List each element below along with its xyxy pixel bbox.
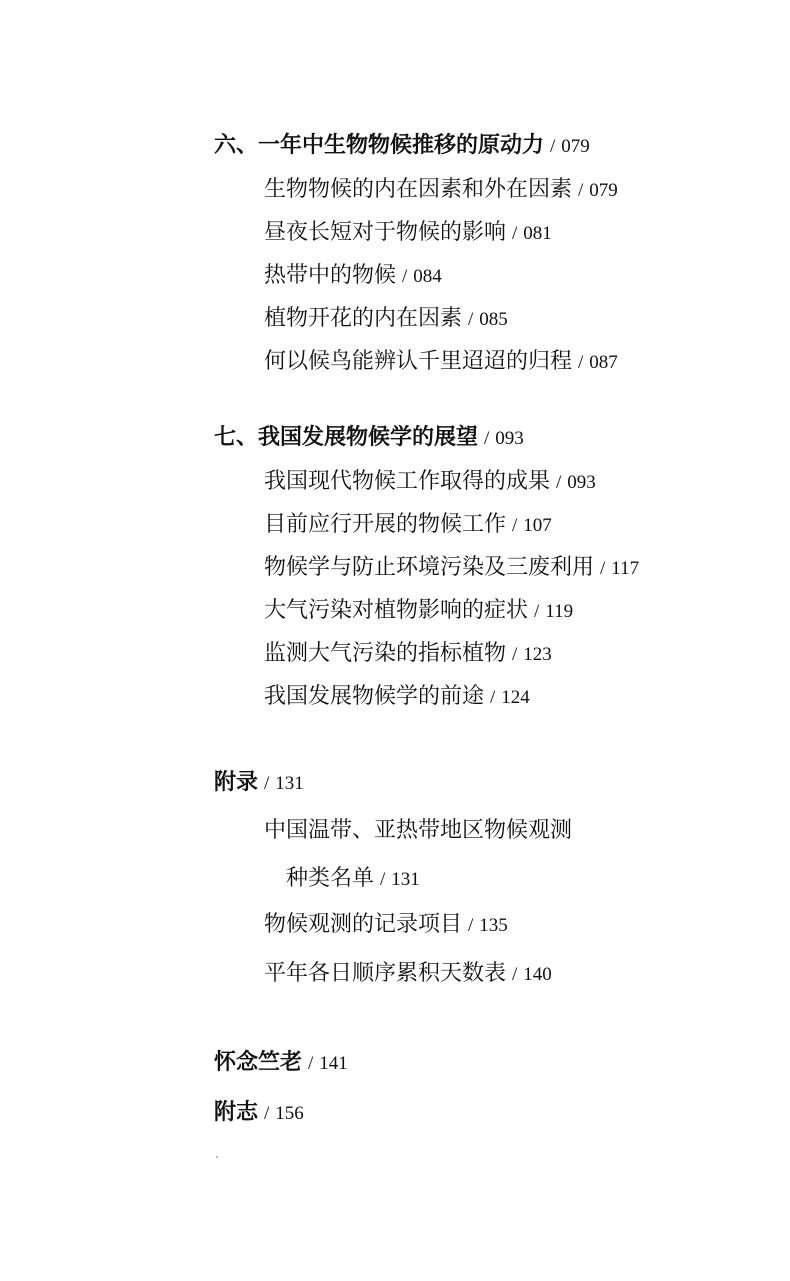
page-number: 093 — [567, 472, 596, 493]
section-title: 附录 — [214, 770, 259, 795]
page-number: 081 — [523, 223, 552, 244]
separator: / — [512, 223, 518, 244]
page-number: 079 — [561, 136, 590, 157]
section-title: 六、一年中生物物候推移的原动力 — [214, 133, 545, 158]
entry-title: 植物开花的内在因素 — [264, 306, 463, 331]
toc-entry[interactable] — [264, 639, 552, 670]
toc-entry[interactable] — [264, 347, 618, 378]
separator: / — [512, 515, 518, 536]
section-title: 附志 — [214, 1100, 259, 1125]
separator: / — [402, 266, 408, 287]
entry-title: 昼夜长短对于物候的影响 — [264, 220, 507, 245]
entry-title: 物候观测的记录项目 — [264, 912, 463, 937]
toc-section-heading[interactable] — [214, 1098, 304, 1129]
separator: / — [512, 964, 518, 985]
entry-title-continuation: 种类名单 — [286, 866, 375, 891]
entry-title: 我国现代物候工作取得的成果 — [264, 469, 551, 494]
toc-entry[interactable] — [264, 261, 442, 292]
toc-entry[interactable] — [264, 218, 552, 249]
page-number: 131 — [391, 869, 420, 890]
separator: / — [380, 869, 386, 890]
separator: / — [556, 472, 562, 493]
page-number: 140 — [523, 964, 552, 985]
separator: / — [484, 428, 490, 449]
toc-entry[interactable] — [264, 510, 552, 541]
entry-title: 热带中的物候 — [264, 263, 397, 288]
page-number: 141 — [319, 1053, 348, 1074]
toc-entry[interactable] — [264, 304, 508, 335]
toc-section-heading[interactable] — [214, 768, 304, 799]
page-number: 087 — [589, 352, 618, 373]
page-number: 084 — [413, 266, 442, 287]
entry-title: 物候学与防止环境污染及三废利用 — [264, 555, 595, 580]
scan-speck — [216, 1156, 218, 1158]
separator: / — [468, 309, 474, 330]
toc-entry[interactable] — [264, 596, 573, 627]
toc-section-heading[interactable] — [214, 131, 590, 162]
page-number: 107 — [523, 515, 552, 536]
entry-title: 目前应行开展的物候工作 — [264, 512, 507, 537]
entry-title: 监测大气污染的指标植物 — [264, 641, 507, 666]
separator: / — [534, 601, 540, 622]
separator: / — [578, 180, 584, 201]
entry-title: 平年各日顺序累积天数表 — [264, 961, 507, 986]
toc-entry-continuation[interactable] — [286, 864, 420, 895]
toc-entry[interactable] — [264, 467, 596, 498]
page-number: 085 — [479, 309, 508, 330]
entry-title: 生物物候的内在因素和外在因素 — [264, 177, 573, 202]
page-number: 117 — [611, 558, 640, 579]
separator: / — [578, 352, 584, 373]
toc-entry[interactable] — [264, 959, 552, 990]
page-number: 156 — [275, 1103, 304, 1124]
page-number: 119 — [545, 601, 574, 622]
page-number: 123 — [523, 644, 552, 665]
page-number: 079 — [589, 180, 618, 201]
toc-section-heading[interactable] — [214, 423, 524, 454]
separator: / — [264, 773, 270, 794]
toc-section-heading[interactable] — [214, 1048, 348, 1079]
entry-title: 中国温带、亚热带地区物候观测 — [264, 818, 573, 843]
separator: / — [264, 1103, 270, 1124]
page-number: 131 — [275, 773, 304, 794]
separator: / — [600, 558, 606, 579]
separator: / — [512, 644, 518, 665]
section-title: 怀念竺老 — [214, 1050, 303, 1075]
entry-title: 何以候鸟能辨认千里迢迢的归程 — [264, 349, 573, 374]
separator: / — [490, 687, 496, 708]
page-number: 093 — [495, 428, 524, 449]
page-number: 135 — [479, 915, 508, 936]
toc-entry[interactable] — [264, 682, 530, 713]
entry-title: 大气污染对植物影响的症状 — [264, 598, 529, 623]
toc-entry[interactable] — [264, 910, 508, 941]
page-number: 124 — [501, 687, 530, 708]
toc-entry[interactable] — [264, 816, 572, 846]
entry-title: 我国发展物候学的前途 — [264, 684, 485, 709]
separator: / — [550, 136, 556, 157]
toc-entry[interactable] — [264, 175, 618, 206]
section-title: 七、我国发展物候学的展望 — [214, 425, 479, 450]
toc-entry[interactable] — [264, 553, 639, 584]
separator: / — [468, 915, 474, 936]
separator: / — [308, 1053, 314, 1074]
